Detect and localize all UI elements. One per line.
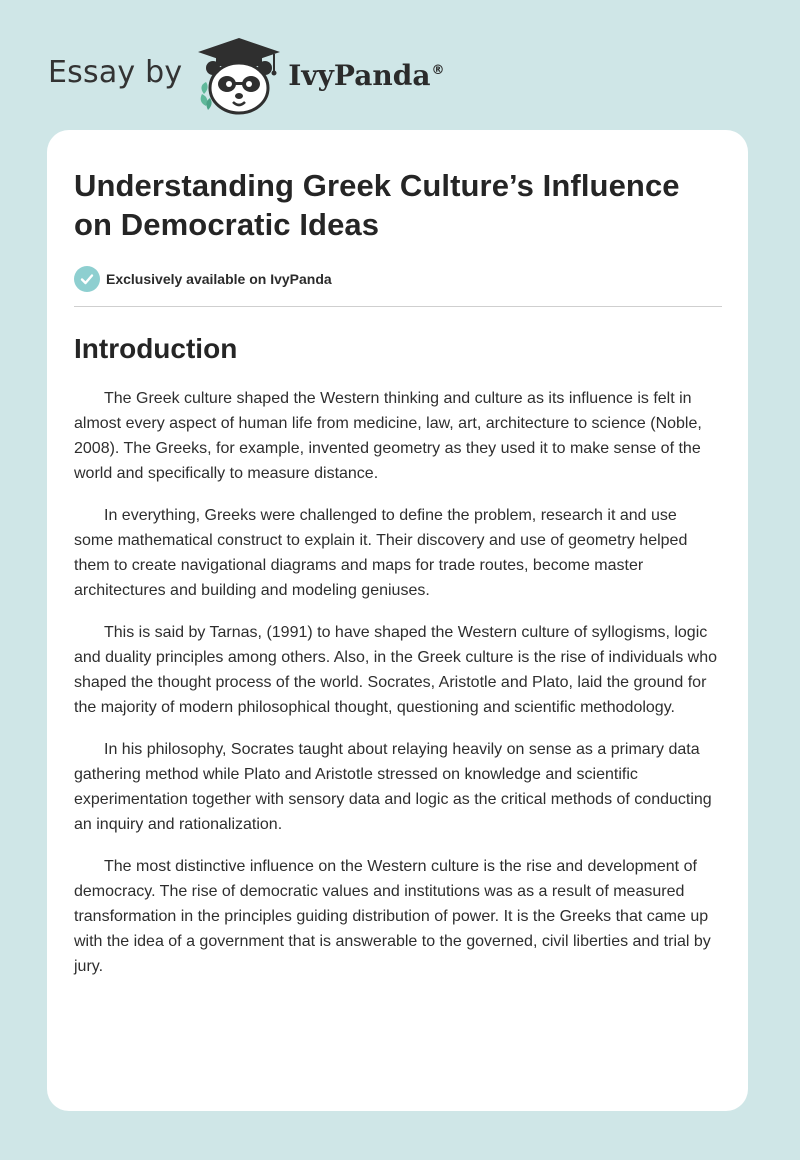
section-heading: Introduction xyxy=(74,333,238,364)
brand-name-text: IvyPanda xyxy=(288,58,431,92)
panda-logo-icon xyxy=(196,36,282,116)
paragraph: The most distinctive influence on the Western culture is the rise and development of democracy. The rise of democratic values and institutions was as a result of measured transformation in the principles guiding distribution of power. It is the Greeks that came up with the idea of a government that is answerable to the governed, civil liberties and trial by jury. xyxy=(74,858,711,975)
paragraph: The Greek culture shaped the Western thinking and culture as its influence is felt in almost every aspect of human life from medicine, law, art, architecture to science (Noble, 2008). The Greeks, for example, invented geometry as they used it to make sense of the world and specifically to measure distance. xyxy=(74,390,702,482)
exclusive-badge xyxy=(74,266,722,307)
article-card xyxy=(47,130,748,1111)
brand-header[interactable] xyxy=(48,36,444,116)
paragraph: In everything, Greeks were challenged to define the problem, research it and use some mathematical construct to explain it. Their discovery and use of geometry helped them to create navigational diagrams and maps for trade routes, become master architectures and building and modeling geniuses. xyxy=(74,507,688,599)
article-title: Understanding Greek Culture’s Influence on Democratic Ideas xyxy=(74,168,680,242)
registered-mark: ® xyxy=(431,63,445,79)
check-icon xyxy=(74,266,100,292)
paragraph: In his philosophy, Socrates taught about relaying heavily on sense as a primary data gathering method while Plato and Aristotle stressed on knowledge and scientific experimentation together with sensory data and logic as the critical methods of conducting an inquiry and rationalization. xyxy=(74,741,712,833)
badge-text: Exclusively available on IvyPanda xyxy=(106,271,332,287)
brand-name xyxy=(288,59,444,92)
brand-prefix: Essay by xyxy=(48,54,183,90)
paragraph: This is said by Tarnas, (1991) to have shaped the Western culture of syllogisms, logic and duality principles among others. Also, in the Greek culture is the rise of individuals who shaped the thought process of the world. Socrates, Aristotle and Plato, laid the ground for the majority of modern philosophical thought, questioning and scientific methodology. xyxy=(74,624,718,716)
